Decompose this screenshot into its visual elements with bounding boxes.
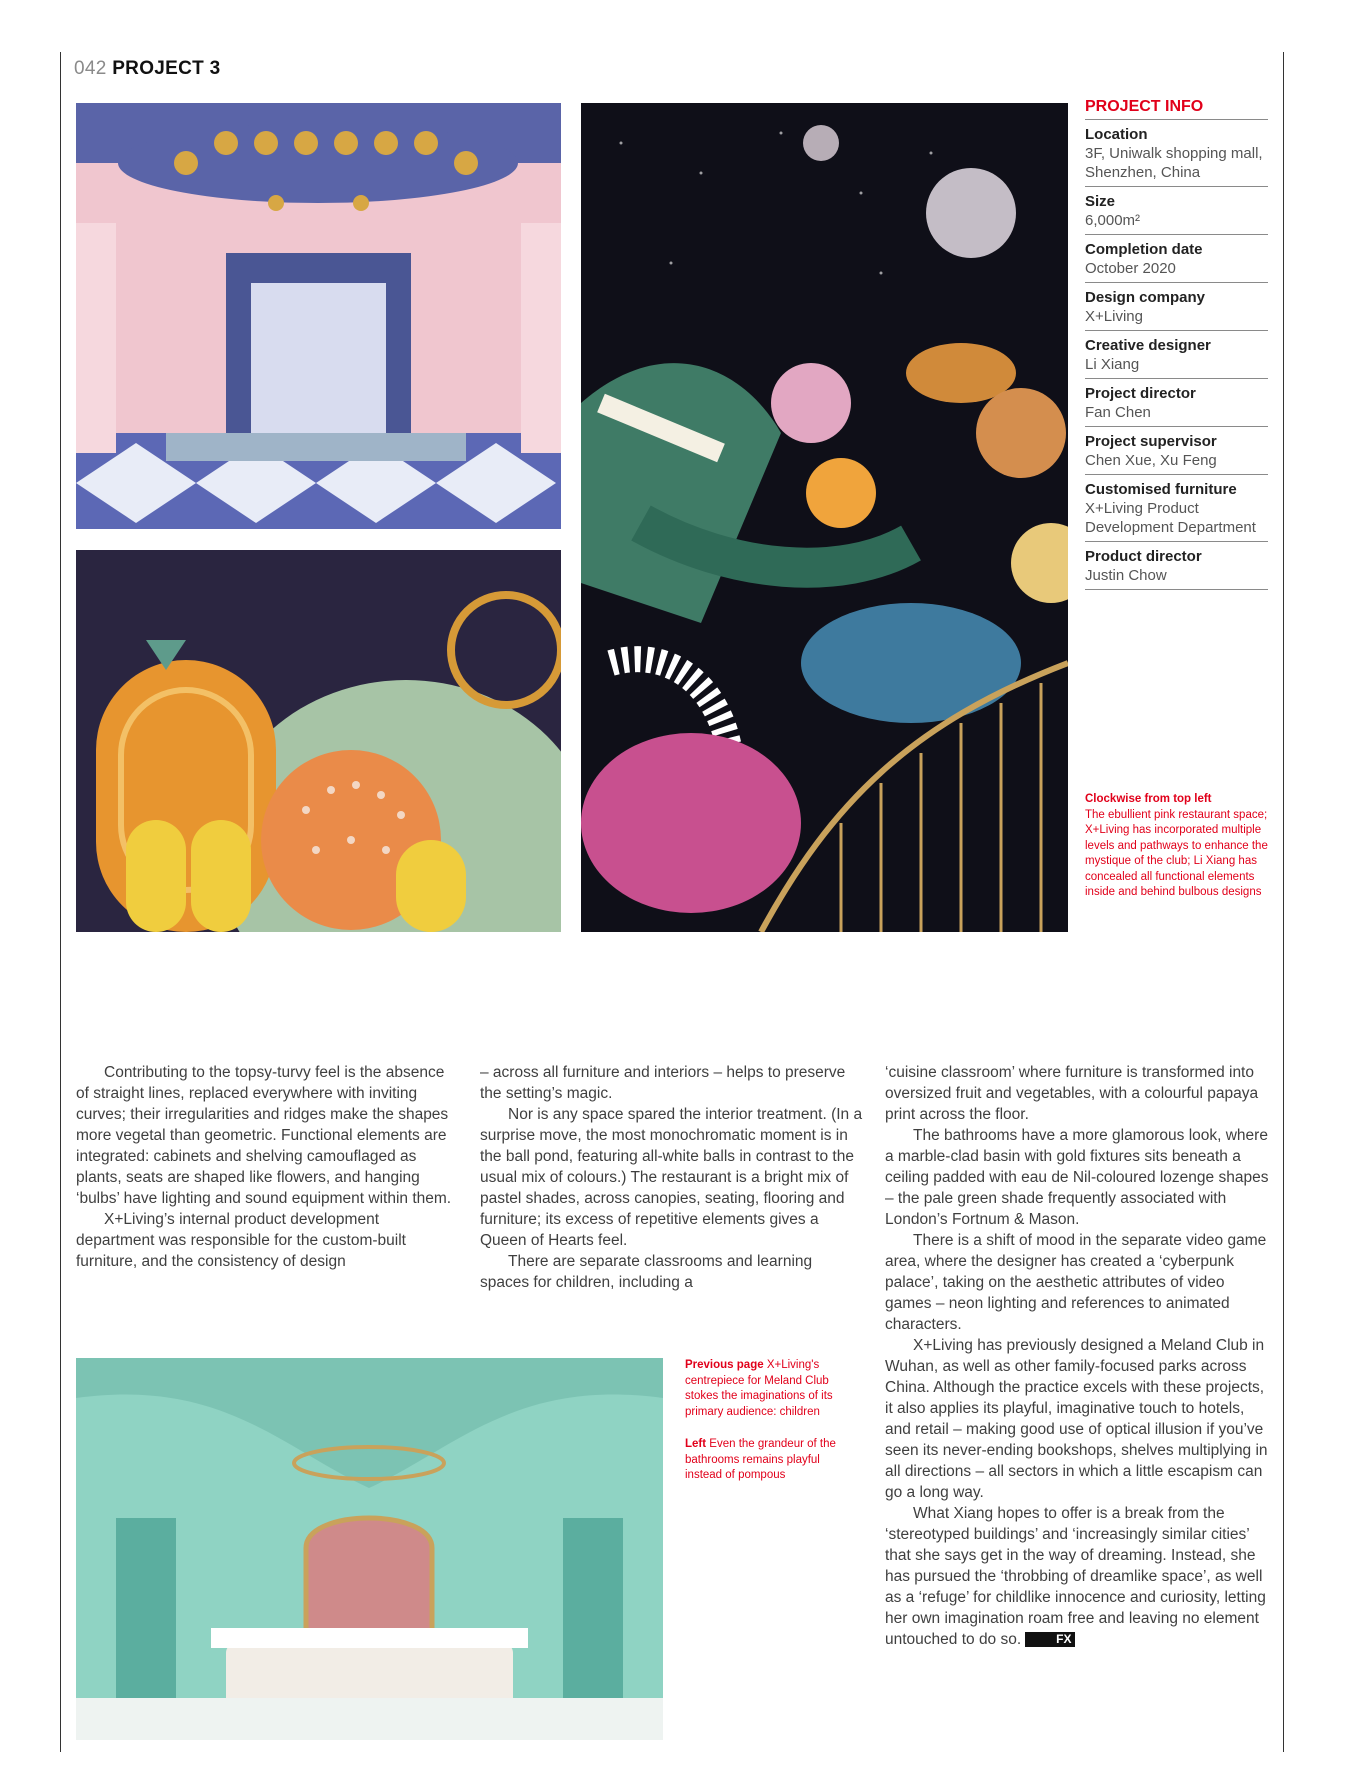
body-column-3 (885, 1062, 1270, 1650)
info-value: Justin Chow (1085, 567, 1167, 584)
info-label: Project director (1085, 385, 1196, 402)
info-value: 3F, Uniwalk shopping mall, Shenzhen, China (1085, 145, 1263, 181)
caption-top-photos (1085, 792, 1270, 901)
info-label: Location (1085, 126, 1148, 143)
caption-left (685, 1437, 845, 1484)
info-value: Fan Chen (1085, 404, 1151, 421)
info-row-size (1085, 187, 1268, 235)
page-number: 042 (74, 58, 107, 79)
page-header (74, 58, 221, 80)
caption-lead: Clockwise from top left (1085, 793, 1212, 805)
info-value: X+Living Product Development Department (1085, 500, 1256, 536)
info-row-customised-furniture (1085, 475, 1268, 542)
project-info-title: PROJECT INFO (1085, 98, 1268, 120)
info-value: October 2020 (1085, 260, 1176, 277)
info-label: Creative designer (1085, 337, 1211, 354)
info-value: X+Living (1085, 308, 1143, 325)
left-margin-rule (60, 52, 61, 1752)
info-label: Completion date (1085, 241, 1203, 258)
caption-previous-page (685, 1358, 845, 1420)
right-margin-rule (1283, 52, 1284, 1752)
body-column-2 (480, 1062, 864, 1293)
info-label: Customised furniture (1085, 481, 1237, 498)
info-row-project-supervisor (1085, 427, 1268, 475)
paragraph: Nor is any space spared the interior treatment. (In a surprise move, the most monochromatic moment is in the ball pond, featuring all-white balls in contrast to the usual mix of colours.) The restaurant is a bright mix of pastel shades, across canopies, seating, flooring and furniture; its excess of repetitive elements gives a Queen of Hearts feel. (480, 1106, 863, 1249)
photo-pink-restaurant (76, 103, 561, 529)
paragraph-text: What Xiang hopes to offer is a break from the ‘stereotyped buildings’ and ‘increasingly similar cities’ that she says get in the way of dreaming. Instead, she has pursued the ‘throbbing of dreamlike space’, as well as a ‘refuge’ for childlike innocence and curiosity, letting her own imagination roam free and leaving no element untouched to do so. (885, 1505, 1266, 1648)
caption-text: Even the grandeur of the bathrooms remains playful instead of pompous (685, 1438, 836, 1481)
caption-lead: Left (685, 1438, 707, 1450)
paragraph: There are separate classrooms and learning spaces for children, including a (480, 1253, 813, 1291)
paragraph: Contributing to the topsy-turvy feel is the absence of straight lines, replaced everywhere with inviting curves; their irregularities and ridges make the shapes more vegetal than geometric. Functional elements are integrated: cabinets and shelving camouflaged as plants, seats are shaped like flowers, and hanging ‘bulbs’ have lighting and sound equipment within them. (76, 1064, 452, 1207)
paragraph: The bathrooms have a more glamorous look, where a marble-clad basin with gold fixtures sits beneath a ceiling padded with eau de Nil-coloured lozenge shapes – the pale green shade frequently associated with London’s Fortnum & Mason. (885, 1127, 1269, 1228)
paragraph: X+Living has previously designed a Meland Club in Wuhan, as well as other family-focused parks across China. Although the practice excels with these projects, it also applies its playful, imaginative touch to hotels, and retail – making good use of optical illusion if you’ve seen its never-ending bookshops, shelves multiplying in all directions – all sectors in which a little escapism can go a long way. (885, 1337, 1268, 1501)
paragraph: There is a shift of mood in the separate video game area, where the designer has created a ‘cyberpunk palace’, taking on the aesthetic attributes of video games – neon lighting and references to animated characters. (885, 1232, 1267, 1333)
paragraph (885, 1503, 1270, 1650)
info-value: Chen Xue, Xu Feng (1085, 452, 1217, 469)
photo-bathroom (76, 1358, 663, 1740)
paragraph: ‘cuisine classroom’ where furniture is transformed into oversized fruit and vegetables, with a colourful papaya print across the floor. (885, 1064, 1259, 1123)
info-row-product-director (1085, 542, 1268, 590)
info-row-location (1085, 120, 1268, 187)
info-label: Size (1085, 193, 1116, 210)
info-label: Project supervisor (1085, 433, 1217, 450)
end-mark-logo: FX (1025, 1632, 1074, 1647)
photo-fruit-furniture (76, 550, 561, 932)
caption-text: The ebullient pink restaurant space; X+Living has incorporated multiple levels and pathways to enhance the mystique of the club; Li Xiang has concealed all functional elements inside and behind bulbous designs (1085, 808, 1268, 898)
info-value: 6,000m² (1085, 212, 1141, 229)
info-label: Product director (1085, 548, 1202, 565)
project-info-panel (1085, 98, 1268, 590)
info-value: Li Xiang (1085, 356, 1140, 373)
paragraph: X+Living’s internal product development department was responsible for the custom-built furniture, and the consistency of design (76, 1211, 406, 1270)
info-row-project-director (1085, 379, 1268, 427)
caption-text: X+Living's centrepiece for Meland Club stokes the imaginations of its primary audience: children (685, 1359, 833, 1418)
section-title: PROJECT 3 (112, 58, 221, 79)
info-label: Design company (1085, 289, 1206, 306)
caption-lead: Previous page (685, 1359, 764, 1371)
info-row-completion-date (1085, 235, 1268, 283)
body-column-1 (76, 1062, 460, 1272)
info-row-design-company (1085, 283, 1268, 331)
info-row-creative-designer (1085, 331, 1268, 379)
paragraph: – across all furniture and interiors – helps to preserve the setting’s magic. (480, 1064, 846, 1102)
photo-meland-club-interior (581, 103, 1068, 932)
